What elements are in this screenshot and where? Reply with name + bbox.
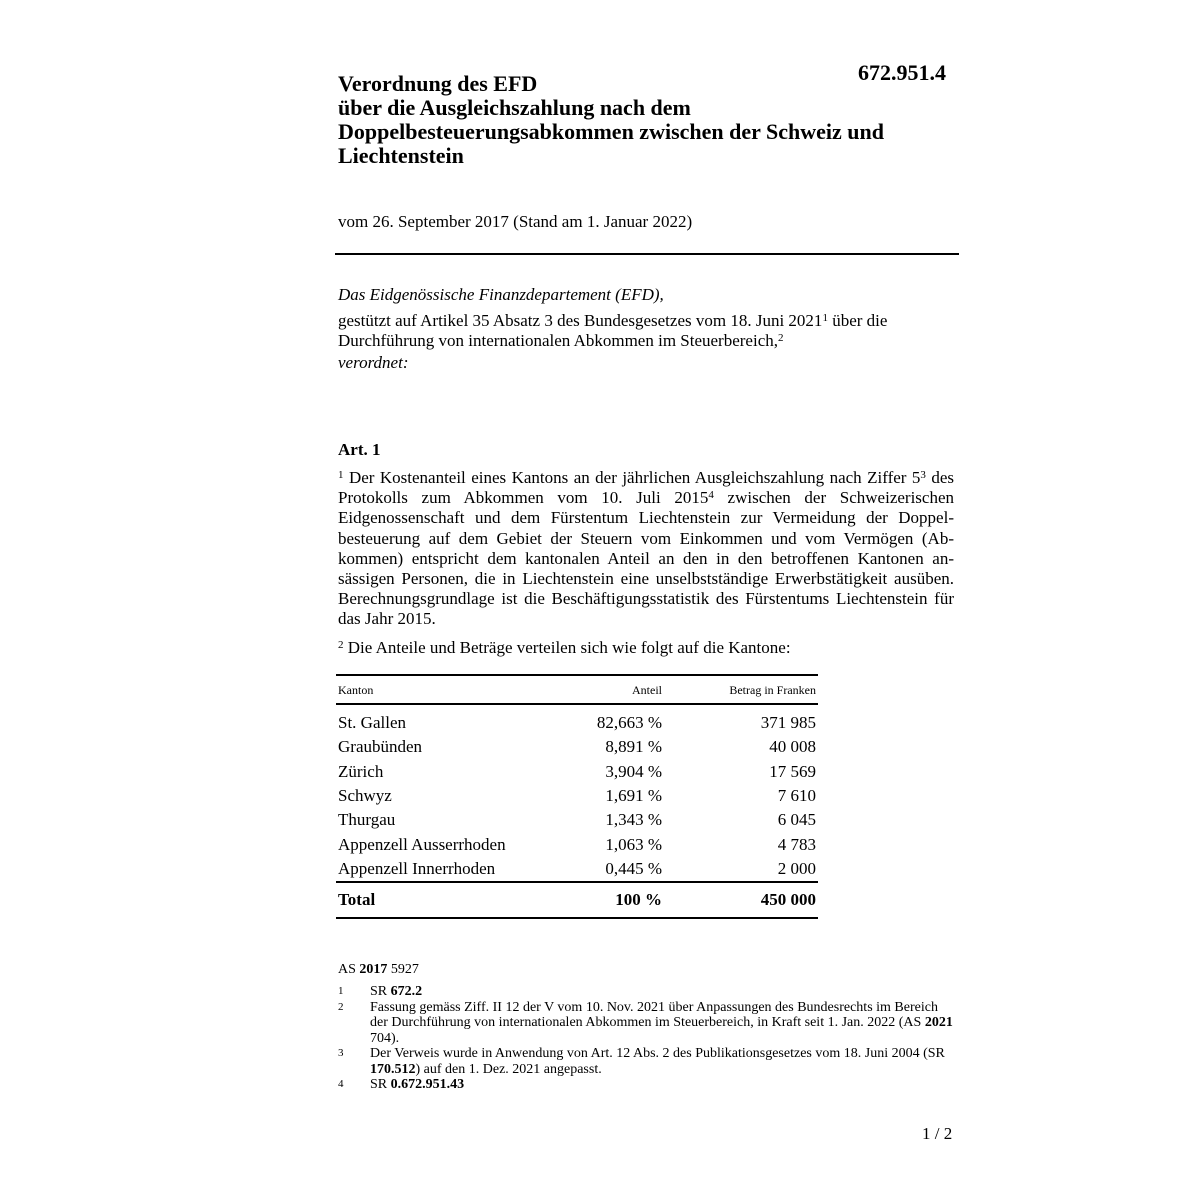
cell-betrag: 371 985 [760,713,816,733]
footnote-text-bold: 672.2 [390,984,423,999]
paragraph-text: Der Kostenanteil eines Kantons an der jährlichen Ausgleichszahlung nach Ziffer 5 [343,468,921,487]
cell-betrag: 7 610 [777,786,816,806]
as-prefix: AS [338,962,360,977]
article-paragraph-2 [338,638,791,658]
preamble-verb: verordnet: [338,353,409,372]
footnote-text-bold: 2021 [924,1015,953,1030]
cell-betrag: 40 008 [769,737,816,757]
footnote-ref[interactable]: 2 [778,332,784,344]
article-paragraph-1 [338,468,954,630]
canton-share-table [336,674,818,919]
footnote [338,984,958,1000]
cell-total-anteil: 100 % [570,882,664,918]
table-row [336,760,818,784]
preamble [338,285,958,373]
table-row [336,735,818,759]
sr-number: 672.951.4 [858,60,946,85]
cell-betrag: 6 045 [777,810,816,830]
footnote-text [370,984,958,1000]
cell-betrag: 4 783 [777,834,816,854]
as-page: 5927 [387,962,419,977]
date-line: vom 26. September 2017 (Stand am 1. Januar 2022) [338,212,693,231]
title-line: über die Ausgleichszahlung nach dem [338,95,691,120]
table-row [336,704,818,735]
title-line: Doppelbesteuerungsabkommen zwischen der Schweiz und [338,119,884,144]
footnote-number: 1 [338,985,344,997]
cell-anteil: 1,691 % [605,786,662,806]
column-header-kanton: Kanton [336,675,570,704]
paragraph-number: 1 [338,469,344,481]
table-row [336,832,818,856]
footnote-text [370,1077,958,1093]
cell-kanton: Appenzell Ausserrhoden [338,834,506,854]
footnote [338,1000,958,1047]
footnote-ref[interactable]: 1 [822,312,828,324]
paragraph-text: des Protokolls zum Abkommen vom 10. Juli 2015 [338,468,954,508]
cell-anteil: 1,343 % [605,810,662,830]
footnote-ref[interactable]: 4 [708,489,714,502]
cell-kanton: Graubünden [338,737,423,757]
table-header-row [336,675,818,704]
document-title [338,72,958,168]
cell-betrag: 2 000 [777,858,816,878]
cell-anteil: 0,445 % [605,858,662,878]
footnote-text-part: Fassung gemäss Ziff. II 12 der V vom 10. Nov. 2021 über Anpassungen des Bundesrechts im Bereich der Durchführung von internationalen Abkommen im Steuerbereich, in Kraft seit 1. Jan. 2022 (AS [370,999,938,1030]
preamble-basis [338,311,958,351]
table-row [336,857,818,882]
paragraph-text: zwischen der Schweizerischen Eidgenossenschaft und dem Fürstentum Liechtenstein zur Vermeidung der Doppelbesteuerung auf dem Gebiet der Steuern vom Einkommen und vom Vermögen (Abkommen) entspricht dem kantonalen Anteil an den in den betroffenen Kantonen ansässigen Personen, die in Liechtenstein eine unselbstständige Erwerbstätigkeit ausüben. Berechnungsgrundlage ist die Beschäftigungsstatistik des Fürstentums Liechtenstein für das Jahr 2015. [338,488,954,629]
footnote-text-part: SR [370,984,391,999]
paragraph-number: 2 [338,639,344,651]
article-title: Art. 1 [338,440,381,459]
footnote [338,1046,958,1077]
footnote-text-part: Der Verweis wurde in Anwendung von Art. 12 Abs. 2 des Publikationsgesetzes vom 18. Juni 2004 (SR [370,1046,945,1061]
cell-anteil: 3,904 % [605,761,662,781]
cell-kanton: Zürich [338,761,384,781]
as-year: 2017 [359,962,388,977]
column-header-anteil: Anteil [570,675,664,704]
footnote-number: 4 [338,1078,344,1090]
footnote-text [370,1046,958,1077]
cell-kanton: Schwyz [338,786,392,806]
table-total-row [336,882,818,918]
footnote-number: 3 [338,1047,344,1059]
cell-kanton: Appenzell Innerrhoden [338,858,496,878]
footnote [338,1077,958,1093]
title-line: Verordnung des EFD [338,71,538,96]
paragraph-text: Die Anteile und Beträge verteilen sich wie folgt auf die Kantone: [343,638,791,657]
footnotes [338,984,958,1093]
page-number: 1 / 2 [922,1124,953,1143]
cell-kanton: St. Gallen [338,713,406,733]
cell-betrag: 17 569 [769,761,816,781]
footnote-ref[interactable]: 3 [920,469,926,481]
table-row [336,808,818,832]
column-header-betrag: Betrag in Franken [664,675,818,704]
footnote-text-part: ) auf den 1. Dez. 2021 angepasst. [415,1061,602,1077]
footnote-number: 2 [338,1000,344,1013]
footnote-text-bold: 170.512 [370,1061,416,1077]
as-reference [338,962,419,978]
preamble-authority: Das Eidgenössische Finanzdepartement (EFD), [338,285,664,304]
footnote-text [370,1000,958,1047]
table-row [336,784,818,808]
cell-anteil: 8,891 % [605,737,662,757]
cell-anteil: 82,663 % [596,713,662,733]
cell-kanton: Thurgau [338,810,396,830]
footnote-text-bold: 0.672.951.43 [390,1077,465,1092]
cell-total-betrag: 450 000 [664,882,818,918]
title-divider [335,253,959,255]
cell-total-label: Total [336,882,570,918]
preamble-basis-text: über die Durchführung von internationalen Abkommen im Steuerbereich, [338,311,888,350]
footnote-text-part: 704). [370,1030,400,1046]
preamble-basis-text: gestützt auf Artikel 35 Absatz 3 des Bundesgesetzes vom 18. Juni 2021 [338,311,823,330]
footnote-text-part: SR [370,1077,391,1092]
title-line: Liechtenstein [338,143,464,168]
cell-anteil: 1,063 % [605,834,662,854]
